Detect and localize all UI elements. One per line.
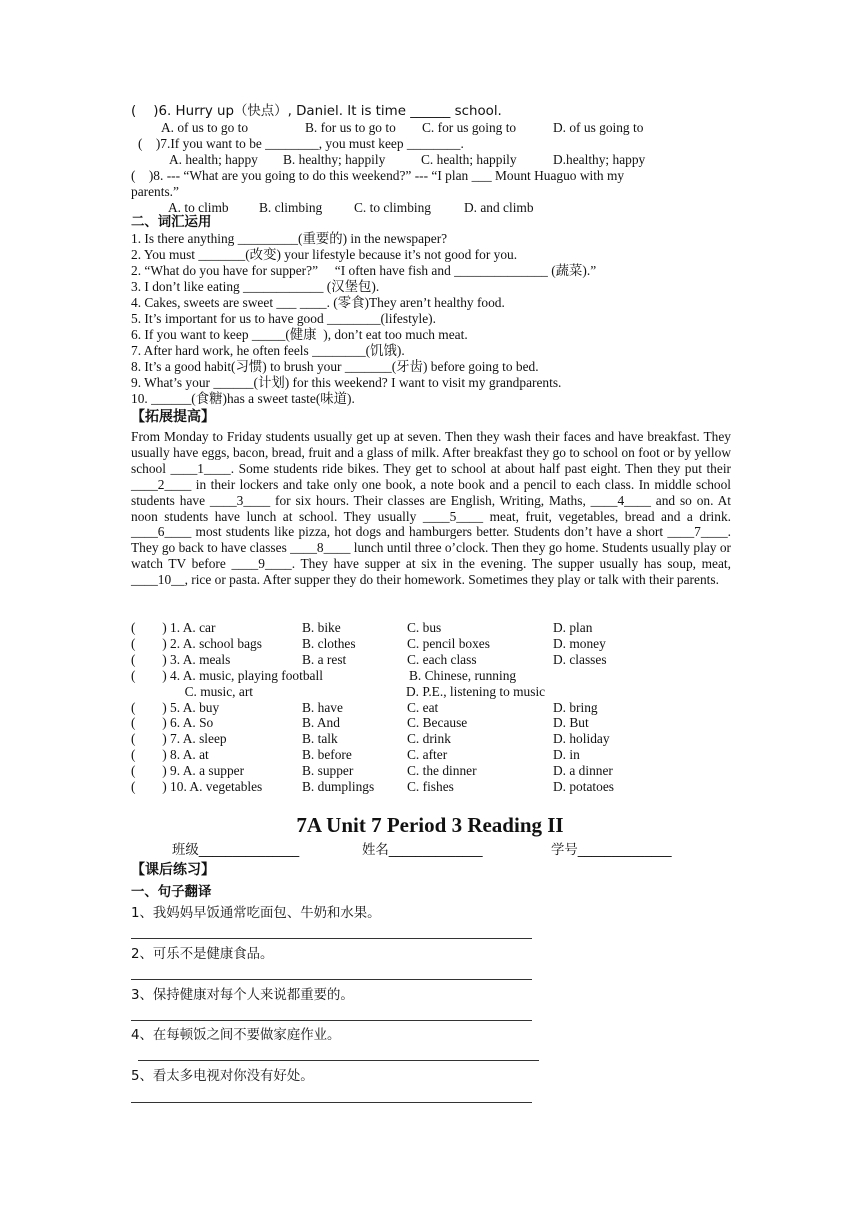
vocab-item: 2. You must _______(改变) your lifestyle because it’s not good for you. <box>131 247 518 262</box>
q6-option-b: B. for us to go to <box>305 120 396 135</box>
q8-option-b: B. climbing <box>259 200 323 215</box>
cloze-question-stem: ( ) 10. A. vegetables <box>131 779 263 794</box>
cloze-option-b: B. And <box>302 715 340 731</box>
cloze-option-c: C. eat <box>407 699 439 715</box>
vocab-item: 3. I don’t like eating ____________ (汉堡包). <box>131 279 380 294</box>
cloze-question-stem: ( ) 4. A. music, playing football <box>131 667 323 683</box>
cloze-option-b: B. supper <box>302 763 354 779</box>
q7-option-b: B. healthy; happily <box>283 152 386 167</box>
q8-option-d: D. and climb <box>464 200 534 215</box>
vocab-heading: 二、词汇运用 <box>131 215 212 230</box>
cloze-question-stem: C. music, art <box>131 683 253 699</box>
translate-sentence: 5、看太多电视对你没有好处。 <box>131 1069 314 1084</box>
extend-heading: 【拓展提高】 <box>131 409 215 425</box>
answer-line[interactable] <box>131 938 532 939</box>
cloze-question-stem: ( ) 2. A. school bags <box>131 635 262 651</box>
q6-option-a: A. of us to go to <box>161 120 249 135</box>
cloze-option-d: D. in <box>553 747 580 763</box>
cloze-option-c: C. bus <box>407 620 442 635</box>
q7-option-a: A. health; happy <box>169 152 258 167</box>
cloze-question-stem: ( ) 8. A. at <box>131 747 209 763</box>
q7-option-c: C. health; happily <box>421 152 517 167</box>
cloze-option-b: B. talk <box>302 731 338 747</box>
question-7: ( )7.If you want to be ________, you must keep ________. <box>138 136 464 151</box>
translate-sentence: 1、我妈妈早饭通常吃面包、牛奶和水果。 <box>131 906 381 921</box>
cloze-question-stem: ( ) 3. A. meals <box>131 651 231 667</box>
vocab-item: 2. “What do you have for supper?” “I often have fish and ______________ (蔬菜).” <box>131 263 597 278</box>
cloze-option-c: D. P.E., listening to music <box>406 683 546 699</box>
q6-option-d: D. of us going to <box>553 120 644 135</box>
cloze-option-d: D. classes <box>553 651 607 667</box>
cloze-option-c: C. Because <box>407 715 468 731</box>
translate-heading: 一、句子翻译 <box>131 885 212 900</box>
q8-option-c: C. to climbing <box>354 200 431 215</box>
cloze-question-stem: ( ) 9. A. a supper <box>131 763 245 779</box>
vocab-item: 6. If you want to keep _____(健康 ), don’t eat too much meat. <box>131 327 468 342</box>
class-field[interactable]: 班级_______________ <box>172 843 300 858</box>
vocab-item: 9. What’s your ______(计划) for this weekend? I want to visit my grandparents. <box>131 375 562 390</box>
homework-heading: 【课后练习】 <box>131 862 215 878</box>
answer-line[interactable] <box>131 979 532 980</box>
vocab-item: 5. It’s important for us to have good ________(lifestyle). <box>131 311 436 326</box>
answer-line[interactable] <box>131 1102 532 1103</box>
cloze-passage: From Monday to Friday students usually get up at seven. Then they wash their faces and have breakfast. They usually have eggs, bacon, bread, fruit and a glass of milk. After breakfast they go to school on foot or by yellow school ____1____. Some students ride bikes. They get to school at about half past eight. Then they put their ____2____ in their lockers and take only one book, a note book and a pencil to each class. In middle school students have ____3____ for six hours. Their classes are English, Writing, Maths, ____4____ and so on. At noon students have lunch at school. They usually ____5____ meat, fruit, vegetables, bread and a drink. ____6____ most students like pizza, hot dogs and hamburgers better. Students don’t have a short ____7____. They go back to have classes ____8____ lunch until three o’clock. Then they go home. Students usually play or watch TV before ____9____. They have supper at six in the evening. The supper usually has soup, meat, ____10__, rice or pasta. After supper they do their homework. Sometimes they play or talk with their parents. <box>131 429 731 588</box>
vocab-item: 8. It’s a good habit(习惯) to brush your _______(牙齿) before going to bed. <box>131 359 539 374</box>
cloze-option-b: B. bike <box>302 620 341 635</box>
cloze-option-d: D. potatoes <box>553 779 614 794</box>
question-8-line1: ( )8. --- “What are you going to do this weekend?” --- “I plan ___ Mount Huaguo with my <box>131 168 625 183</box>
translate-sentence: 2、可乐不是健康食品。 <box>131 947 274 962</box>
page-title: 7A Unit 7 Period 3 Reading II <box>296 813 564 837</box>
cloze-option-b: B. dumplings <box>302 779 375 794</box>
answer-line[interactable] <box>131 1020 532 1021</box>
translate-sentence: 4、在每顿饭之间不要做家庭作业。 <box>131 1028 341 1043</box>
cloze-option-b: B. before <box>302 747 352 763</box>
cloze-option-d: D. a dinner <box>553 763 613 779</box>
cloze-option-c: C. each class <box>407 651 477 667</box>
cloze-option-b: B. have <box>302 699 343 715</box>
cloze-option-d: D. But <box>553 715 589 731</box>
vocab-item: 4. Cakes, sweets are sweet ___ ____. (零食)They aren’t healthy food. <box>131 295 505 310</box>
cloze-option-c: B. Chinese, running <box>409 667 517 683</box>
cloze-question-stem: ( ) 5. A. buy <box>131 699 220 715</box>
cloze-option-c: C. after <box>407 747 448 763</box>
vocab-item: 1. Is there anything _________(重要的) in the newspaper? <box>131 231 448 246</box>
q7-option-d: D.healthy; happy <box>553 152 646 167</box>
question-8-line2: parents.” <box>131 184 179 199</box>
cloze-question-stem: ( ) 1. A. car <box>131 620 216 635</box>
answer-line[interactable] <box>138 1060 539 1061</box>
cloze-option-c: C. pencil boxes <box>407 635 490 651</box>
cloze-option-d: D. holiday <box>553 731 610 747</box>
cloze-question-stem: ( ) 7. A. sleep <box>131 731 227 747</box>
cloze-option-c: C. drink <box>407 731 451 747</box>
vocab-item: 7. After hard work, he often feels ________(饥饿). <box>131 343 405 358</box>
cloze-option-d: D. plan <box>553 620 593 635</box>
question-6: ( )6. Hurry up（快点）, Daniel. It is time ______ school. <box>131 104 502 119</box>
cloze-option-d: D. money <box>553 635 606 651</box>
cloze-question-stem: ( ) 6. A. So <box>131 715 214 731</box>
cloze-option-b: B. a rest <box>302 651 347 667</box>
cloze-option-c: C. fishes <box>407 779 454 794</box>
cloze-option-d: D. bring <box>553 699 598 715</box>
student-id-field[interactable]: 学号______________ <box>551 843 672 858</box>
vocab-item: 10. ______(食糖)has a sweet taste(味道). <box>131 391 355 406</box>
q6-option-c: C. for us going to <box>422 120 517 135</box>
cloze-option-c: C. the dinner <box>407 763 477 779</box>
name-field[interactable]: 姓名______________ <box>362 843 483 858</box>
cloze-option-b: B. clothes <box>302 635 356 651</box>
q8-option-a: A. to climb <box>168 200 229 215</box>
translate-sentence: 3、保持健康对每个人来说都重要的。 <box>131 988 354 1003</box>
